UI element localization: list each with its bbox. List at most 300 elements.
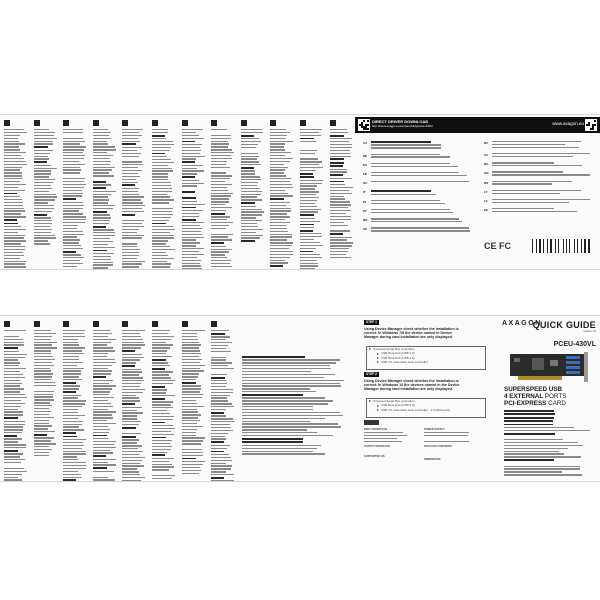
text-line [34,370,51,371]
text-line [182,432,196,433]
text-line [152,371,173,372]
device-list-label: Universal Serial Bus controllers [373,347,415,351]
text-line [63,164,85,165]
language-column-header [270,120,278,126]
text-line [4,409,18,410]
text-line [152,243,166,244]
text-line [182,403,197,404]
product-line3-bold: PCI-EXPRESS [504,400,547,407]
text-line [300,211,318,212]
language-column-header [93,321,101,327]
text-line [270,158,293,159]
language-code: UA [484,153,489,158]
text-line [34,153,50,154]
text-line [122,454,139,455]
text-line [211,357,226,358]
text-line [242,438,303,440]
text-line [182,150,201,151]
text-line [4,471,27,472]
text-line [93,391,110,392]
spec-dimensions-label: DIMENSIONS [424,458,441,461]
text-line [300,173,313,175]
text-line [152,449,171,450]
text-line [211,178,230,179]
text-line [122,214,135,216]
text-line [93,256,111,257]
text-line [211,161,227,162]
text-line [300,233,321,234]
text-line [34,333,56,334]
text-line [93,172,109,173]
text-line [122,357,144,358]
text-line [93,406,113,407]
text-line [63,471,78,472]
text-line [152,347,170,348]
text-line [211,260,231,261]
text-line [270,216,290,217]
text-line [371,209,450,210]
text-line [122,232,137,233]
text-line [504,420,553,422]
text-line [492,190,581,191]
text-line [152,182,171,183]
text-line [504,471,562,472]
text-line [211,412,224,414]
text-line [211,225,229,226]
text-line [211,172,226,173]
text-line [122,129,143,130]
text-line [211,246,226,247]
text-line [152,452,167,453]
text-line [211,424,230,425]
text-line [242,391,316,392]
text-line [182,411,198,412]
text-line [270,141,293,142]
text-line [34,368,50,369]
text-line [371,212,453,213]
text-line [182,339,198,340]
text-line [93,191,116,192]
text-line [122,445,142,446]
text-line [122,220,144,221]
text-line [63,260,80,261]
text-line [93,474,116,475]
text-line [330,198,345,199]
text-line [122,330,145,331]
text-line [34,353,51,354]
text-line [34,373,53,374]
text-line [122,407,142,408]
text-line [241,191,262,192]
barcode-bar [539,239,541,253]
text-line [492,165,582,166]
download-header-band [355,117,600,133]
text-line [182,370,204,371]
text-line [211,406,234,407]
text-line [63,376,79,377]
barcode-bar [574,239,575,253]
text-line [152,162,174,163]
text-line [211,454,229,455]
text-line [300,147,323,148]
text-line [34,229,52,230]
text-line [93,459,116,460]
text-line [4,187,18,188]
text-line [93,235,115,236]
text-line [211,477,224,479]
text-line [182,257,197,258]
barcode-bar [571,239,573,253]
text-line [63,181,84,182]
text-line [93,199,109,200]
text-line [211,457,231,458]
language-badge-icon [63,120,69,126]
text-line [424,435,468,436]
text-line [330,230,350,231]
text-line [182,379,196,380]
text-line [4,351,19,352]
text-line [211,441,224,443]
usb-device-icon [377,357,379,359]
text-line [211,169,234,170]
text-line [424,441,469,442]
text-line [330,144,352,145]
text-line [182,440,203,441]
text-line [122,205,145,206]
text-line [93,365,112,366]
text-line [93,353,108,354]
text-line [34,376,52,377]
text-line [4,196,20,197]
text-line [300,194,316,195]
text-line [4,190,25,191]
language-code: DE [363,153,368,158]
text-line [4,193,17,195]
text-line [182,228,202,229]
text-line [152,168,172,169]
text-line [122,354,142,355]
text-line [242,400,333,401]
text-line [492,199,590,200]
language-paragraph [484,208,596,214]
text-line [63,403,85,404]
text-line [504,451,559,452]
text-line [300,251,313,253]
language-paragraph [363,172,478,178]
text-line [211,195,231,196]
text-line [34,138,57,139]
text-line [211,445,230,446]
text-line [152,398,165,400]
text-line [4,229,26,230]
text-line [492,162,554,163]
text-line [504,448,568,449]
spec-power-label: POWER SUPPLY [424,428,445,431]
text-line [300,203,315,204]
text-line [93,394,109,395]
text-line [4,235,25,236]
text-line [211,433,228,434]
text-line [93,132,111,133]
text-line [122,403,135,405]
text-line [152,246,170,247]
text-line [211,143,229,144]
text-line [211,190,228,191]
text-line [300,150,317,151]
text-line [122,451,143,452]
text-line [4,411,23,412]
text-line [122,436,136,438]
text-line [182,443,201,444]
text-line [34,455,49,456]
text-line [93,435,107,437]
text-line [504,468,580,469]
text-line [4,377,25,378]
text-line [152,386,165,388]
text-line [152,359,166,361]
text-line [241,209,262,210]
text-line [34,205,54,206]
text-line [152,147,171,148]
text-line [152,249,175,250]
text-line [270,260,285,261]
text-line [152,458,174,459]
text-line [242,418,325,419]
text-line [93,414,112,415]
text-line [93,211,107,213]
text-line [270,146,284,147]
text-line [93,444,114,445]
language-paragraph [363,218,478,224]
text-line [211,263,230,264]
text-line [211,395,230,396]
text-line [371,203,445,204]
text-line [504,474,582,475]
download-title: DIRECT DRIVER DOWNLOAD [372,119,429,124]
step2-tab: STEP 2 [366,372,377,376]
text-line [93,194,111,195]
text-line [122,460,142,461]
text-line [4,371,20,372]
text-line [241,235,263,236]
text-line [122,433,141,434]
text-line [93,452,113,453]
text-line [34,214,47,216]
text-line [241,237,260,238]
text-line [211,418,233,419]
text-line [270,193,288,194]
text-line [241,194,261,195]
text-line [63,370,81,371]
text-line [4,391,20,392]
text-line [330,225,348,226]
language-paragraph [363,141,478,150]
text-line [63,432,76,434]
text-line [152,194,167,195]
text-line [152,419,173,420]
text-line [63,172,80,173]
text-line [371,166,458,167]
text-line [122,188,139,189]
text-line [34,237,56,238]
text-line [34,379,51,380]
language-code: LT [484,189,488,194]
text-line [300,227,314,228]
text-line [300,144,323,145]
text-line [4,444,26,445]
text-line [4,167,22,168]
text-line [152,138,166,139]
text-line [93,264,113,265]
text-line [152,156,167,157]
text-line [63,421,83,422]
text-line [122,217,146,218]
text-line [93,370,112,371]
step1-text: Using Device Manager check whether the installation is correct. In Windows 7/8 the device named in Device Manager during card installation are only displayed. [364,327,459,340]
text-line [93,356,107,357]
text-line [93,441,116,442]
text-line [34,347,57,348]
text-line [122,336,141,337]
text-line [122,143,136,145]
text-line [242,385,341,386]
text-line [152,263,171,264]
text-line [242,403,328,404]
text-line [300,268,315,269]
text-line [122,196,144,197]
text-line [330,254,346,255]
text-line [63,333,84,334]
language-code: PL [363,199,367,204]
text-line [152,258,174,259]
text-line [182,242,200,243]
text-line [93,400,108,401]
text-line [182,161,195,163]
text-line [152,454,165,456]
text-line [34,344,52,345]
text-line [93,214,110,215]
barcode-bar [588,239,589,253]
text-line [63,208,83,209]
text-line [152,481,169,482]
text-line [242,362,336,363]
text-line [330,210,351,211]
text-line [241,135,254,137]
text-line [63,459,78,460]
text-line [211,184,232,185]
text-line [152,344,173,345]
device-list-item [367,360,485,364]
text-line [241,161,259,162]
text-line [93,155,113,156]
text-line [182,464,203,465]
text-line [152,237,174,238]
text-line [63,330,85,331]
text-line [241,173,255,174]
text-line [182,376,198,377]
text-line [122,208,142,209]
text-line [63,385,80,386]
text-line [34,408,49,409]
text-line [4,226,21,227]
text-line [152,199,174,200]
text-line [34,356,53,357]
website-url: www.axagon.eu [552,121,584,126]
text-line [152,466,174,467]
text-line [34,382,55,383]
text-line [4,164,27,165]
text-line [122,342,144,343]
text-line [122,350,135,352]
text-line [330,138,352,139]
text-line [4,223,18,225]
text-line [371,190,431,192]
text-line [4,438,22,439]
text-line [242,421,310,422]
text-line [63,365,77,366]
text-line [34,161,47,163]
text-line [270,198,284,200]
text-line [4,374,23,375]
text-line [152,255,168,256]
language-badge-icon [122,321,128,327]
language-column-header [122,120,130,126]
text-line [270,231,288,232]
text-line [34,440,51,441]
text-line [4,447,26,448]
text-line [4,403,25,404]
text-line [300,221,320,222]
text-line [300,156,324,157]
text-line [63,158,84,159]
text-line [182,156,205,157]
text-line [93,220,110,221]
text-line [364,435,407,436]
text-line [152,413,170,414]
language-column-header [4,321,12,327]
text-line [63,225,78,226]
text-line [211,345,228,346]
text-line [4,266,26,267]
text-line [122,161,142,162]
text-line [300,158,318,159]
text-line [63,219,86,220]
text-line [242,365,330,366]
text-line [4,456,20,457]
text-line [152,395,175,396]
text-line [122,410,137,411]
text-line [182,426,203,427]
text-line [63,184,86,185]
text-line [93,262,113,263]
text-line [152,261,167,262]
text-line [63,254,81,255]
text-line [63,210,79,211]
text-line [122,392,143,393]
text-line [122,347,141,348]
text-line [93,411,116,412]
qr-code-left [358,119,370,131]
text-line [211,438,226,439]
text-line [492,144,565,145]
text-line [152,342,166,343]
text-line [242,394,303,396]
text-line [182,144,202,145]
text-line [182,263,200,264]
text-line [152,422,165,424]
text-line [152,229,175,230]
text-line [34,185,51,186]
